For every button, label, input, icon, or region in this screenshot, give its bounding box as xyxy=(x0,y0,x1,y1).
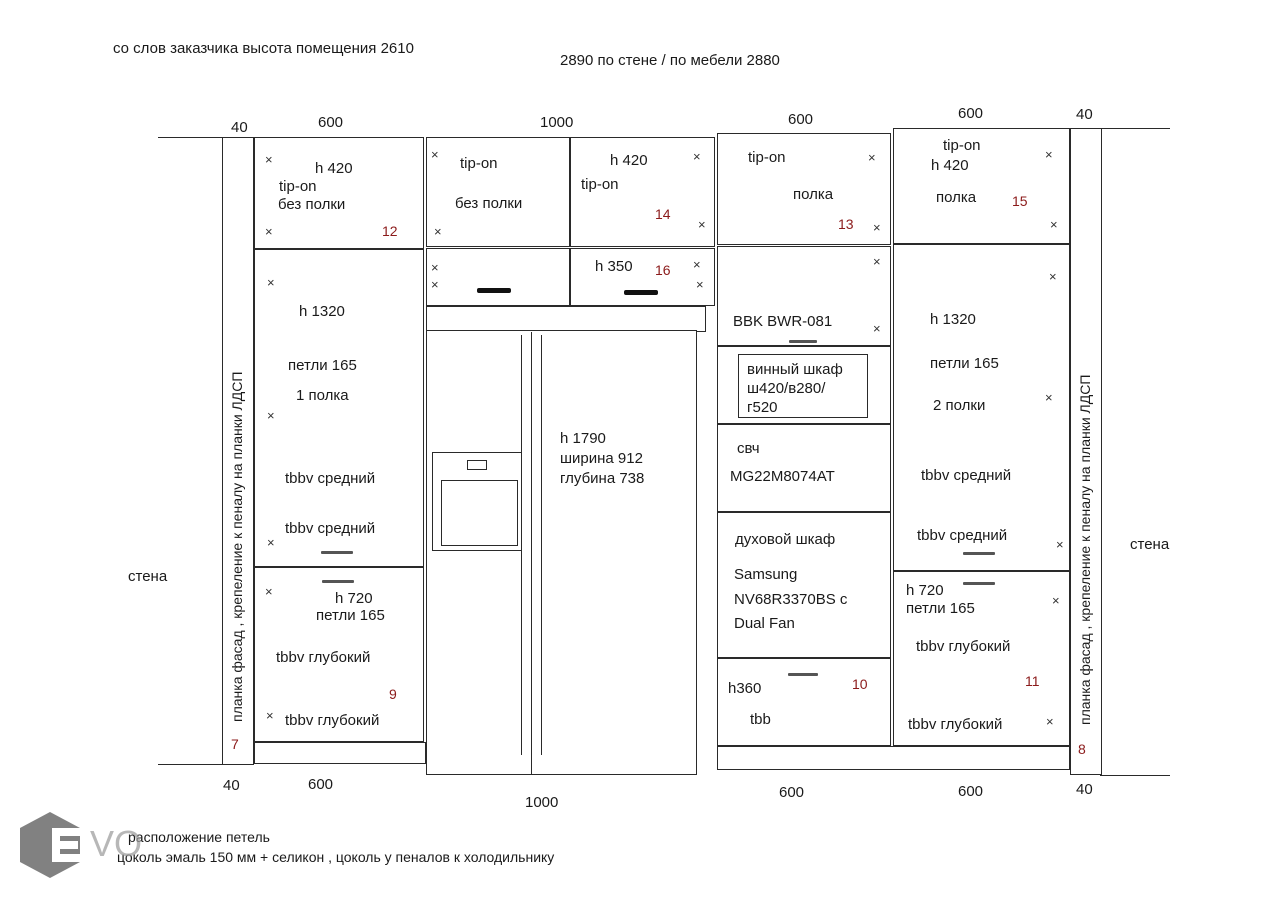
cabinet-13-line1: tip-on xyxy=(748,149,786,166)
left-low-line2: петли 165 xyxy=(316,607,385,624)
drawer-10 xyxy=(717,658,891,746)
cabinet-15-line1: tip-on xyxy=(943,137,981,154)
left-tall-line1: h 1320 xyxy=(299,303,345,320)
fridge-top-panel xyxy=(426,306,706,332)
mark: × xyxy=(267,275,275,290)
handle xyxy=(321,551,353,554)
handle xyxy=(789,340,817,343)
handle-dash xyxy=(624,290,658,295)
dim-top-right-strip: 40 xyxy=(1076,106,1093,123)
dim-bottom-right-strip: 40 xyxy=(1076,781,1093,798)
dim-bottom-fridge: 1000 xyxy=(525,794,559,811)
cabinet-13-line2: полка xyxy=(793,186,834,203)
oven-line1: духовой шкаф xyxy=(735,531,836,548)
mark: × xyxy=(868,150,876,165)
right-low-line1: h 720 xyxy=(906,582,944,599)
fridge-line1: h 1790 xyxy=(560,430,606,447)
logo-text: VO xyxy=(90,823,143,864)
mark: × xyxy=(1056,537,1064,552)
right-tall-line5: tbbv средний xyxy=(917,527,1008,544)
mark: × xyxy=(696,277,704,292)
drawer-10-line2: tbb xyxy=(750,711,771,728)
mark: × xyxy=(265,152,273,167)
left-tall-line3: 1 полка xyxy=(296,387,349,404)
wine-line1: винный шкаф xyxy=(747,361,843,378)
mark: × xyxy=(265,584,273,599)
mark: × xyxy=(693,149,701,164)
cabinet-number-13: 13 xyxy=(838,216,854,232)
fridge-door-split xyxy=(531,332,532,774)
microwave-line2: MG22M8074AT xyxy=(730,468,835,485)
wall-left-label: стена xyxy=(128,568,168,585)
right-low-line4: tbbv глубокий xyxy=(908,716,1003,733)
mark: × xyxy=(693,257,701,272)
dim-bottom-left-col: 600 xyxy=(308,776,334,793)
oven-line2: Samsung xyxy=(734,566,798,583)
cabinet-12-line2: tip-on xyxy=(279,178,317,195)
left-low-line1: h 720 xyxy=(335,590,373,607)
wall-line-left-top xyxy=(158,137,224,138)
wall-line-left-bottom xyxy=(158,764,224,765)
cabinet-12-line3: без полки xyxy=(278,196,346,213)
mark: × xyxy=(1045,147,1053,162)
left-plinth xyxy=(254,742,426,764)
handle xyxy=(963,552,995,555)
handle xyxy=(322,580,354,583)
cabinet-12-line1: h 420 xyxy=(315,160,353,177)
mark: × xyxy=(431,147,439,162)
wall-line-right-bottom xyxy=(1100,775,1170,776)
wall-height-note: 2890 по стене / по мебели 2880 xyxy=(560,52,780,69)
fridge-dispenser-panel xyxy=(467,460,487,470)
right-tall-line3: 2 полки xyxy=(933,397,986,414)
left-low-line4: tbbv глубокий xyxy=(285,712,380,729)
right-tall-line4: tbbv средний xyxy=(921,467,1012,484)
mark: × xyxy=(1046,714,1054,729)
right-strip-label: планка фасад , крепеление к пеналу на планки ЛДСП xyxy=(1077,374,1093,725)
cabinet-top-fridge-left xyxy=(426,137,570,247)
left-tall-line2: петли 165 xyxy=(288,357,357,374)
right-tall-line1: h 1320 xyxy=(930,311,976,328)
fridge-line3: глубина 738 xyxy=(560,470,645,487)
mark: × xyxy=(1049,269,1057,284)
mark: × xyxy=(265,224,273,239)
cabinet-14-line1: h 420 xyxy=(610,152,648,169)
left-tall-line4: tbbv средний xyxy=(285,470,376,487)
dim-top-left-strip: 40 xyxy=(231,119,248,136)
footer-line1: расположение петель xyxy=(128,829,270,845)
left-tall-line5: tbbv средний xyxy=(285,520,376,537)
wine-line2: ш420/в280/ xyxy=(747,380,826,397)
dim-bottom-left-strip: 40 xyxy=(223,777,240,794)
dim-top-fridge: 1000 xyxy=(540,114,574,131)
cabinet-number-15: 15 xyxy=(1012,193,1028,209)
cabinet-number-9: 9 xyxy=(389,686,397,702)
mark: × xyxy=(266,708,274,723)
mark: × xyxy=(873,321,881,336)
right-tall-line2: петли 165 xyxy=(930,355,999,372)
dim-bottom-right-col: 600 xyxy=(958,783,984,800)
wall-right-label: стена xyxy=(1130,536,1170,553)
cabinet-above-wine xyxy=(717,246,891,346)
cabinet-over-fridge-left xyxy=(426,248,570,306)
cabinet-15 xyxy=(893,128,1070,244)
cabinet-14-line2: tip-on xyxy=(581,176,619,193)
mark: × xyxy=(267,535,275,550)
cabinet-number-11: 11 xyxy=(1025,673,1040,689)
left-strip-label: планка фасад , крепеление к пеналу на планки ЛДСП xyxy=(229,371,245,722)
cabinet-number-7: 7 xyxy=(231,736,239,752)
mark: × xyxy=(1052,593,1060,608)
cabinet-number-12: 12 xyxy=(382,223,398,239)
mark: × xyxy=(431,260,439,275)
mark: × xyxy=(698,217,706,232)
dim-bottom-mid-col: 600 xyxy=(779,784,805,801)
dim-top-left-col: 600 xyxy=(318,114,344,131)
dim-top-mid-col: 600 xyxy=(788,111,814,128)
microwave-line1: свч xyxy=(737,440,760,457)
mark: × xyxy=(1050,217,1058,232)
wine-top-line1: BBK BWR-081 xyxy=(733,313,833,330)
fridge-handle-right xyxy=(541,335,542,755)
cabinet-number-8: 8 xyxy=(1078,741,1086,757)
cabinet-number-10: 10 xyxy=(852,676,868,692)
fridge-body xyxy=(426,330,697,775)
cabinet-number-14: 14 xyxy=(655,206,671,222)
handle xyxy=(963,582,995,585)
handle-dash xyxy=(477,288,511,293)
drawer-10-line1: h360 xyxy=(728,680,762,697)
wine-line3: г520 xyxy=(747,399,778,416)
right-low-line2: петли 165 xyxy=(906,600,975,617)
cabinet-15-line3: полка xyxy=(936,189,977,206)
dim-top-right-col: 600 xyxy=(958,105,984,122)
middle-plinth xyxy=(717,746,1070,770)
cabinet-top-fridge-left-line1: tip-on xyxy=(460,155,498,172)
fridge-line2: ширина 912 xyxy=(560,450,643,467)
fridge-dispenser-inner xyxy=(441,480,518,546)
customer-height-note: со слов заказчика высота помещения 2610 xyxy=(113,40,414,57)
mark: × xyxy=(873,220,881,235)
cabinet-number-16: 16 xyxy=(655,262,671,278)
left-low-line3: tbbv глубокий xyxy=(276,649,371,666)
logo-watermark xyxy=(18,810,158,880)
mark: × xyxy=(1045,390,1053,405)
oven-line3: NV68R3370BS c xyxy=(734,591,848,608)
mark: × xyxy=(431,277,439,292)
wall-line-right-top xyxy=(1100,128,1170,129)
mark: × xyxy=(267,408,275,423)
right-low-line3: tbbv глубокий xyxy=(916,638,1011,655)
mark: × xyxy=(434,224,442,239)
handle xyxy=(788,673,818,676)
cabinet-16-line1: h 350 xyxy=(595,258,633,275)
mark: × xyxy=(873,254,881,269)
oven-line4: Dual Fan xyxy=(734,615,795,632)
footer-line2: цоколь эмаль 150 мм + селикон , цоколь у пеналов к холодильнику xyxy=(117,849,555,865)
cabinet-top-fridge-left-line2: без полки xyxy=(455,195,523,212)
cabinet-15-line2: h 420 xyxy=(931,157,969,174)
